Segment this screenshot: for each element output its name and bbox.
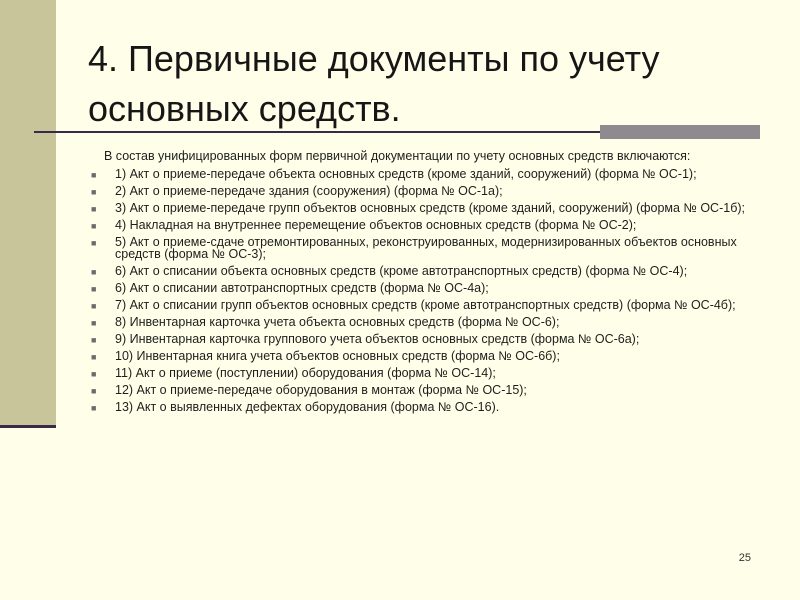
list-item [91, 332, 754, 346]
bullet-icon: ■ [91, 169, 97, 180]
list-item-text: 6) Акт о списании автотранспортных средств (форма № ОС-4а); [115, 281, 489, 295]
list-item-text: 12) Акт о приеме-передаче оборудования в монтаж (форма № ОС-15); [115, 383, 527, 397]
left-decorative-band [0, 0, 56, 427]
list-item [91, 349, 754, 363]
bullet-icon: ■ [91, 237, 97, 248]
list-item [91, 400, 754, 414]
list-item [91, 315, 754, 329]
list-item-text: 1) Акт о приеме-передаче объекта основных средств (кроме зданий, сооружений) (форма № ОС-1); [115, 166, 697, 181]
list-item-text: 2) Акт о приеме-передаче здания (сооружения) (форма № ОС-1а); [115, 183, 503, 198]
bullet-icon: ■ [91, 369, 97, 379]
list-item [91, 183, 754, 198]
bullet-icon: ■ [91, 220, 97, 231]
list-item-text: 5) Акт о приеме-сдаче отремонтированных, реконструированных, модернизированных объектов основных средств (форма № ОС-3); [115, 234, 737, 261]
list-item [91, 281, 754, 295]
bullet-icon: ■ [91, 284, 97, 294]
left-band-divider [0, 425, 56, 428]
bullet-icon: ■ [91, 318, 97, 328]
bullet-icon: ■ [91, 352, 97, 362]
bullet-icon: ■ [91, 186, 97, 197]
list-item-text: 10) Инвентарная книга учета объектов основных средств (форма № ОС-6б); [115, 349, 560, 363]
title-accent-bar [600, 125, 760, 139]
list-item-text: 6) Акт о списании объекта основных средств (кроме автотранспортных средств) (форма № ОС-4); [115, 264, 688, 278]
intro-text: В состав унифицированных форм первичной документации по учету основных средств включаются: [104, 149, 691, 163]
list-item-text: 3) Акт о приеме-передаче групп объектов основных средств (кроме зданий, сооружений) (форма № ОС-1б); [115, 200, 745, 215]
page-number: 25 [738, 552, 751, 564]
document-list [91, 166, 754, 414]
list-item-text: 13) Акт о выявленных дефектах оборудования (форма № ОС-16). [115, 400, 500, 414]
list-item [91, 383, 754, 397]
list-item-text: 8) Инвентарная карточка учета объекта основных средств (форма № ОС-6); [115, 315, 560, 329]
slide-content [91, 149, 754, 418]
list-item [91, 234, 754, 261]
bullet-icon: ■ [91, 386, 97, 396]
list-item [91, 366, 754, 380]
list-item [91, 166, 754, 181]
list-item [91, 264, 754, 278]
list-item [91, 217, 754, 232]
list-item-text: 7) Акт о списании групп объектов основных средств (кроме автотранспортных средств) (форма № ОС-4б); [115, 298, 736, 312]
list-item [91, 200, 754, 215]
list-item-text: 4) Накладная на внутреннее перемещение объектов основных средств (форма № ОС-2); [115, 217, 637, 232]
list-item-text: 11) Акт о приеме (поступлении) оборудования (форма № ОС-14); [115, 366, 496, 380]
slide-title: 4. Первичные документы по учету основных средств. [88, 38, 660, 129]
list-item-text: 9) Инвентарная карточка группового учета объектов основных средств (форма № ОС-6а); [115, 332, 640, 346]
bullet-icon: ■ [91, 403, 97, 413]
list-item [91, 298, 754, 312]
bullet-icon: ■ [91, 203, 97, 214]
bullet-icon: ■ [91, 267, 97, 277]
bullet-icon: ■ [91, 301, 97, 311]
bullet-icon: ■ [91, 335, 97, 345]
